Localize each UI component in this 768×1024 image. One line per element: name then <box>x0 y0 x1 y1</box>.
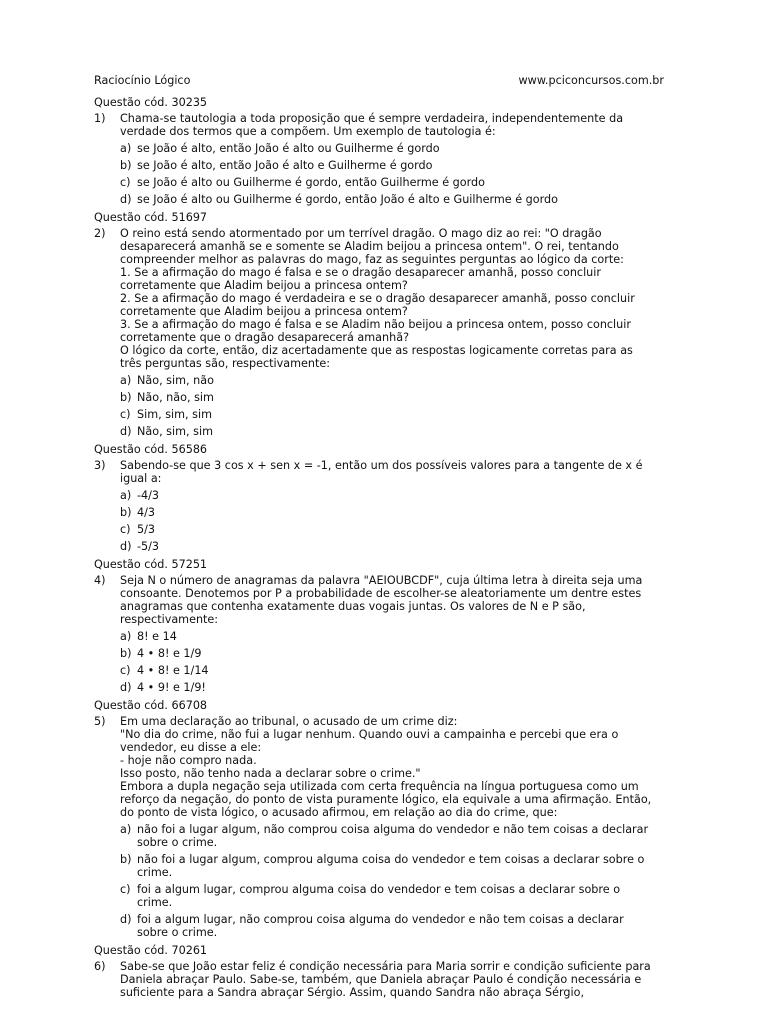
answer-option <box>120 159 654 172</box>
question-code: Questão cód. 51697 <box>94 211 208 224</box>
answer-option <box>120 391 654 404</box>
question <box>94 715 654 943</box>
question-code: Questão cód. 56586 <box>94 443 208 456</box>
answer-options <box>120 489 654 553</box>
option-letter: c) <box>120 883 131 896</box>
option-text: Não, sim, não <box>137 374 214 387</box>
question-number: 4) <box>94 574 106 587</box>
answer-option <box>120 913 654 939</box>
answer-option <box>120 540 654 553</box>
option-text: 8! e 14 <box>137 630 177 643</box>
question-number: 6) <box>94 960 106 973</box>
option-text: não foi a lugar algum, comprou alguma coisa do vendedor e tem coisas a declarar sobre o crime. <box>137 853 645 879</box>
option-text: não foi a lugar algum, não comprou coisa alguma do vendedor e não tem coisas a declarar sobre o crime. <box>137 823 649 849</box>
question <box>94 459 654 557</box>
answer-option <box>120 489 654 502</box>
option-letter: b) <box>120 391 132 404</box>
answer-options <box>120 630 654 694</box>
option-text: Não, não, sim <box>137 391 214 404</box>
option-letter: d) <box>120 681 132 694</box>
answer-option <box>120 664 654 677</box>
question-number: 5) <box>94 715 106 728</box>
option-letter: c) <box>120 523 131 536</box>
question-code: Questão cód. 57251 <box>94 558 208 571</box>
answer-options <box>120 142 654 206</box>
stem-paragraph: Sabendo-se que 3 cos x + sen x = -1, então um dos possíveis valores para a tangente de x é igual a: <box>120 459 643 485</box>
stem-paragraph: 2. Se a afirmação do mago é verdadeira e se o dragão desaparecer amanhã, posso concluir corretamente que Aladim beijou a princesa ontem? <box>120 292 635 318</box>
answer-option <box>120 408 654 421</box>
stem-paragraph: "No dia do crime, não fui a lugar nenhum. Quando ouvi a campainha e percebi que era o vendedor, eu disse a ele: <box>120 728 619 754</box>
option-text: 4 • 9! e 1/9! <box>137 681 206 694</box>
stem-paragraph: Seja N o número de anagramas da palavra "AEIOUBCDF", cuja última letra à direita seja uma consoante. Denotemos por P a probabilidade de escolher-se aleatoriamente um dentre estes anagramas que contenha exatamente duas vogais juntas. Os valores de N e P são, respectivamente: <box>120 574 643 626</box>
answer-option <box>120 506 654 519</box>
question <box>94 112 654 210</box>
option-letter: c) <box>120 664 131 677</box>
stem-paragraph: Embora a dupla negação seja utilizada com certa frequência na língua portuguesa como um reforço da negação, do ponto de vista puramente lógico, ela equivale a uma afirmação. Então, do ponto de vista lógico, o acusado afirmou, em relação ao dia do crime, que: <box>120 780 652 819</box>
answer-options <box>120 823 654 939</box>
stem-paragraph: Sabe-se que João estar feliz é condição necessária para Maria sorrir e condição suficiente para Daniela abraçar Paulo. Sabe-se, também, que Daniela abraçar Paulo é condição necessária e suficiente para a Sandra abraçar Sérgio. Assim, quando Sandra não abraça Sérgio, <box>120 960 651 999</box>
option-text: Sim, sim, sim <box>137 408 213 421</box>
answer-option <box>120 823 654 849</box>
option-letter: a) <box>120 374 132 387</box>
question <box>94 960 654 999</box>
question-number: 1) <box>94 112 106 125</box>
option-letter: c) <box>120 176 131 189</box>
option-text: 5/3 <box>137 523 156 536</box>
question-number: 3) <box>94 459 106 472</box>
option-text: foi a algum lugar, não comprou coisa alguma do vendedor e não tem coisas a declarar sobre o crime. <box>137 913 624 939</box>
stem-paragraph: Isso posto, não tenho nada a declarar sobre o crime." <box>120 767 421 780</box>
stem-paragraph: Em uma declaração ao tribunal, o acusado de um crime diz: <box>120 715 458 728</box>
option-text: 4 • 8! e 1/14 <box>137 664 209 677</box>
option-text: se João é alto, então João é alto ou Guilherme é gordo <box>137 142 440 155</box>
option-letter: a) <box>120 630 132 643</box>
option-letter: a) <box>120 489 132 502</box>
answer-option <box>120 523 654 536</box>
stem-paragraph: O reino está sendo atormentado por um terrível dragão. O mago diz ao rei: "O dragão desaparecerá amanhã se e somente se Aladim beijou a princesa ontem". O rei, tentando compreender melhor as palavras do mago, faz as seguintes perguntas ao lógico da corte: <box>120 227 624 266</box>
question-body <box>120 459 654 557</box>
option-text: se João é alto ou Guilherme é gordo, então João é alto e Guilherme é gordo <box>137 193 558 206</box>
option-text: 4/3 <box>137 506 156 519</box>
question-body <box>120 960 654 999</box>
stem-paragraph: - hoje não compro nada. <box>120 754 257 767</box>
question-stem <box>120 960 654 999</box>
option-letter: b) <box>120 853 132 866</box>
option-text: Não, sim, sim <box>137 425 213 438</box>
question-body <box>120 112 654 210</box>
option-letter: a) <box>120 823 132 836</box>
answer-option <box>120 176 654 189</box>
question-stem <box>120 715 654 819</box>
question <box>94 227 654 442</box>
option-letter: d) <box>120 425 132 438</box>
option-text: -4/3 <box>137 489 160 502</box>
answer-option <box>120 374 654 387</box>
option-letter: b) <box>120 647 132 660</box>
answer-option <box>120 630 654 643</box>
answer-option <box>120 681 654 694</box>
question-code: Questão cód. 66708 <box>94 699 208 712</box>
option-text: 4 • 8! e 1/9 <box>137 647 202 660</box>
option-text: se João é alto, então João é alto e Guilherme é gordo <box>137 159 433 172</box>
question <box>94 574 654 698</box>
answer-options <box>120 374 654 438</box>
question-stem <box>120 112 654 138</box>
question-number: 2) <box>94 227 106 240</box>
option-text: foi a algum lugar, comprou alguma coisa do vendedor e tem coisas a declarar sobre o crime. <box>137 883 621 909</box>
stem-paragraph: 1. Se a afirmação do mago é falsa e se o dragão desaparecer amanhã, posso concluir corretamente que Aladim beijou a princesa ontem? <box>120 266 601 292</box>
option-letter: b) <box>120 506 132 519</box>
stem-paragraph: O lógico da corte, então, diz acertadamente que as respostas logicamente corretas para as três perguntas são, respectivamente: <box>120 344 633 370</box>
stem-paragraph: 3. Se a afirmação do mago é falsa e se Aladim não beijou a princesa ontem, posso concluir corretamente que o dragão desaparecerá amanhã? <box>120 318 631 344</box>
question-code: Questão cód. 70261 <box>94 944 208 957</box>
option-letter: c) <box>120 408 131 421</box>
option-letter: d) <box>120 540 132 553</box>
question-stem <box>120 574 654 626</box>
stem-paragraph: Chama-se tautologia a toda proposição que é sempre verdadeira, independentemente da verdade dos termos que a compõem. Um exemplo de tautologia é: <box>120 112 624 138</box>
page-header <box>94 74 664 90</box>
question-body <box>120 574 654 698</box>
header-website: www.pciconcursos.com.br <box>518 74 664 87</box>
question-body <box>120 715 654 943</box>
question-body <box>120 227 654 442</box>
option-text: -5/3 <box>137 540 160 553</box>
answer-option <box>120 142 654 155</box>
answer-option <box>120 883 654 909</box>
answer-option <box>120 193 654 206</box>
question-code: Questão cód. 30235 <box>94 96 208 109</box>
answer-option <box>120 853 654 879</box>
header-subject: Raciocínio Lógico <box>94 74 191 87</box>
option-text: se João é alto ou Guilherme é gordo, então Guilherme é gordo <box>137 176 485 189</box>
option-letter: a) <box>120 142 132 155</box>
question-stem <box>120 227 654 370</box>
option-letter: d) <box>120 913 132 926</box>
question-stem <box>120 459 654 485</box>
option-letter: d) <box>120 193 132 206</box>
option-letter: b) <box>120 159 132 172</box>
answer-option <box>120 425 654 438</box>
answer-option <box>120 647 654 660</box>
question-list <box>94 95 654 999</box>
